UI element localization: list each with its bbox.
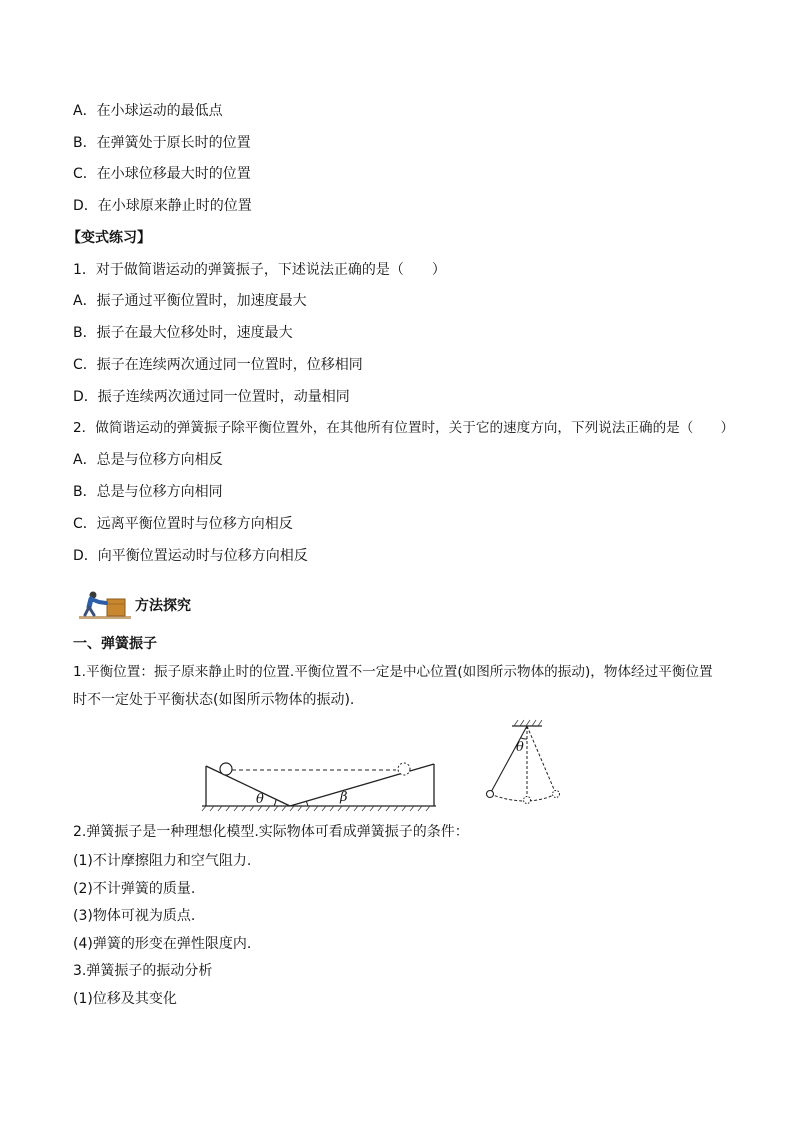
practice-title: 【变式练习】 bbox=[67, 230, 151, 246]
q2-stem: 2．做简谐运动的弹簧振子除平衡位置外，在其他所有位置时，关于它的速度方向，下列说法正确的是（ ） bbox=[73, 420, 735, 436]
prev-option-c: C．在小球位移最大时的位置 bbox=[73, 166, 251, 182]
prev-option-b: B．在弹簧处于原长时的位置 bbox=[73, 135, 251, 151]
angle-theta-label: θ bbox=[256, 792, 264, 807]
spring-model-intro: 2.弹簧振子是一种理想化模型.实际物体可看成弹簧振子的条件： bbox=[73, 824, 469, 840]
subsection-title: 一、弹簧振子 bbox=[73, 636, 157, 652]
condition-4: (4)弹簧的形变在弹性限度内. bbox=[73, 936, 252, 952]
q1-option-d: D．振子连续两次通过同一位置时，动量相同 bbox=[73, 389, 350, 405]
q1-option-c: C．振子在连续两次通过同一位置时，位移相同 bbox=[73, 357, 363, 373]
prev-option-d: D．在小球原来静止时的位置 bbox=[73, 198, 252, 214]
equilibrium-line-1: 1.平衡位置：振子原来静止时的位置.平衡位置不一定是中心位置(如图所示物体的振动)，物体经过平衡位置 bbox=[73, 664, 713, 680]
condition-2: (2)不计弹簧的质量. bbox=[73, 881, 196, 897]
equilibrium-line-2: 时不一定处于平衡状态(如图所示物体的振动). bbox=[73, 692, 355, 708]
q1-option-b: B．振子在最大位移处时，速度最大 bbox=[73, 325, 293, 341]
incline-figure bbox=[200, 758, 440, 816]
pendulum-figure bbox=[482, 718, 572, 812]
pendulum-angle-label: θ bbox=[516, 740, 524, 755]
q2-option-b: B．总是与位移方向相同 bbox=[73, 484, 223, 500]
displacement-subtitle: (1)位移及其变化 bbox=[73, 991, 177, 1007]
vibration-analysis-title: 3.弹簧振子的振动分析 bbox=[73, 963, 213, 979]
condition-3: (3)物体可视为质点. bbox=[73, 908, 196, 924]
condition-1: (1)不计摩擦阻力和空气阻力. bbox=[73, 853, 252, 869]
q1-option-a: A．振子通过平衡位置时，加速度最大 bbox=[73, 293, 307, 309]
q2-option-d: D．向平衡位置运动时与位移方向相反 bbox=[73, 548, 308, 564]
method-title: 方法探究 bbox=[135, 598, 191, 614]
q2-option-c: C．远离平衡位置时与位移方向相反 bbox=[73, 516, 293, 532]
q2-option-a: A．总是与位移方向相反 bbox=[73, 452, 223, 468]
angle-beta-label: β bbox=[340, 790, 348, 805]
q1-stem: 1．对于做简谐运动的弹簧振子，下述说法正确的是（ ） bbox=[73, 262, 446, 278]
prev-option-a: A．在小球运动的最低点 bbox=[73, 103, 223, 119]
person-pushing-box-icon bbox=[79, 590, 133, 622]
